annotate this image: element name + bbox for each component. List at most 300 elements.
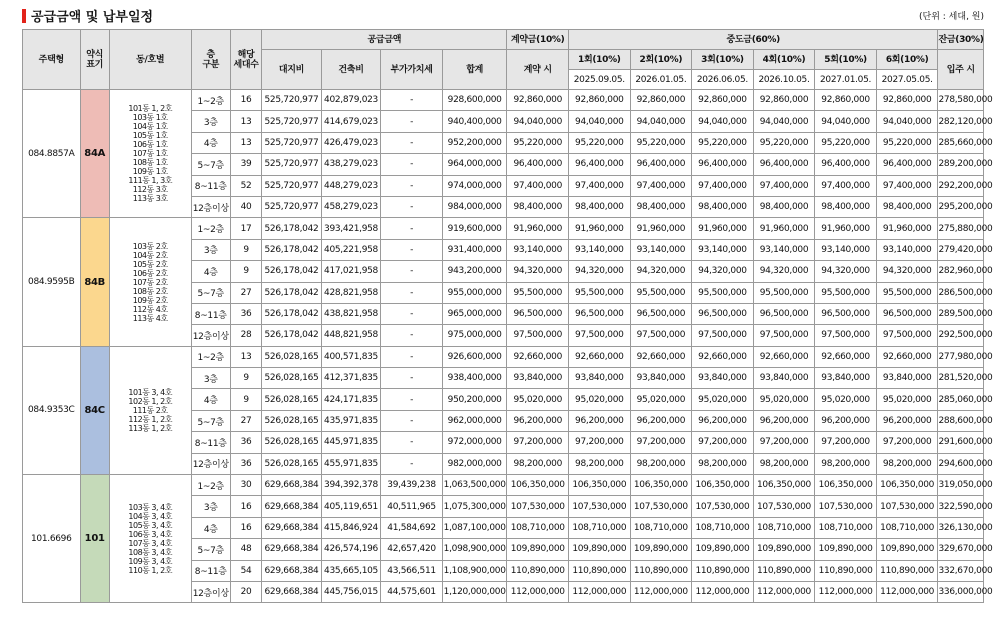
total-cell: 928,600,000 — [442, 90, 507, 111]
dong-line: 108동 3, 4호 — [128, 547, 172, 557]
installment-cell-5: 109,890,000 — [815, 539, 877, 560]
contract-cell: 96,200,000 — [507, 410, 569, 431]
dong-line: 105동 2호 — [132, 259, 168, 269]
land-cost-cell: 526,178,042 — [262, 325, 322, 346]
page-title — [22, 6, 153, 25]
dong-line: 107동 1호 — [132, 149, 168, 159]
floor-cell: 12층이상 — [191, 325, 230, 346]
header-installment-2: 2회(10%) — [630, 50, 692, 70]
installment-cell-3: 96,400,000 — [692, 154, 754, 175]
contract-cell: 91,960,000 — [507, 218, 569, 239]
header-contract: 계약금(10%) — [507, 30, 569, 50]
floor-cell: 3층 — [191, 239, 230, 260]
units-cell: 9 — [230, 389, 261, 410]
installment-cell-6: 94,040,000 — [876, 111, 938, 132]
contract-cell: 109,890,000 — [507, 539, 569, 560]
header-units: 해당 세대수 — [230, 30, 261, 90]
land-cost-cell: 629,668,384 — [262, 581, 322, 602]
installment-cell-1: 109,890,000 — [569, 539, 631, 560]
units-cell: 30 — [230, 475, 261, 496]
contract-cell: 92,860,000 — [507, 90, 569, 111]
building-cost-cell: 435,971,835 — [321, 410, 381, 431]
dong-line: 109동 2호 — [132, 295, 168, 305]
vat-cell: - — [381, 410, 443, 431]
installment-cell-5: 95,020,000 — [815, 389, 877, 410]
house-type-cell: 101.6696 — [23, 475, 81, 603]
balance-cell: 289,500,000 — [938, 303, 984, 324]
installment-cell-1: 92,860,000 — [569, 90, 631, 111]
dong-line: 110동 1, 2호 — [128, 565, 172, 575]
vat-cell: - — [381, 389, 443, 410]
vat-cell: - — [381, 282, 443, 303]
units-cell: 36 — [230, 303, 261, 324]
total-cell: 965,000,000 — [442, 303, 507, 324]
dong-line: 106동 1호 — [132, 140, 168, 150]
installment-cell-3: 106,350,000 — [692, 475, 754, 496]
balance-cell: 279,420,000 — [938, 239, 984, 260]
balance-cell: 336,000,000 — [938, 581, 984, 602]
total-cell: 964,000,000 — [442, 154, 507, 175]
installment-cell-4: 94,040,000 — [753, 111, 815, 132]
balance-cell: 289,200,000 — [938, 154, 984, 175]
dong-list-cell — [109, 346, 191, 474]
installment-cell-3: 93,840,000 — [692, 368, 754, 389]
installment-cell-1: 95,500,000 — [569, 282, 631, 303]
floor-cell: 1~2층 — [191, 218, 230, 239]
installment-cell-6: 97,200,000 — [876, 432, 938, 453]
contract-cell: 96,400,000 — [507, 154, 569, 175]
installment-cell-2: 95,020,000 — [630, 389, 692, 410]
floor-cell: 12층이상 — [191, 453, 230, 474]
header-installment-3: 3회(10%) — [692, 50, 754, 70]
installment-cell-1: 94,320,000 — [569, 261, 631, 282]
dong-line: 104동 3, 4호 — [128, 511, 172, 521]
dong-line: 107동 2호 — [132, 277, 168, 287]
total-cell: 1,063,500,000 — [442, 475, 507, 496]
installment-cell-6: 94,320,000 — [876, 261, 938, 282]
building-cost-cell: 448,821,958 — [321, 325, 381, 346]
header-contract-sub: 계약 시 — [507, 50, 569, 90]
installment-cell-5: 98,200,000 — [815, 453, 877, 474]
header-land: 대지비 — [262, 50, 322, 90]
contract-cell: 108,710,000 — [507, 517, 569, 538]
installment-cell-1: 95,020,000 — [569, 389, 631, 410]
balance-cell: 332,670,000 — [938, 560, 984, 581]
floor-cell: 5~7층 — [191, 154, 230, 175]
building-cost-cell: 400,571,835 — [321, 346, 381, 367]
balance-cell: 275,880,000 — [938, 218, 984, 239]
installment-cell-3: 108,710,000 — [692, 517, 754, 538]
floor-cell: 3층 — [191, 111, 230, 132]
floor-cell: 5~7층 — [191, 410, 230, 431]
header-installment-5: 5회(10%) — [815, 50, 877, 70]
installment-cell-4: 95,500,000 — [753, 282, 815, 303]
contract-cell: 93,140,000 — [507, 239, 569, 260]
total-cell: 982,000,000 — [442, 453, 507, 474]
installment-cell-5: 91,960,000 — [815, 218, 877, 239]
installment-cell-3: 92,860,000 — [692, 90, 754, 111]
installment-cell-2: 92,860,000 — [630, 90, 692, 111]
balance-cell: 291,600,000 — [938, 432, 984, 453]
total-cell: 1,087,100,000 — [442, 517, 507, 538]
dong-line: 112동 4호 — [132, 304, 168, 314]
vat-cell: - — [381, 111, 443, 132]
installment-cell-1: 91,960,000 — [569, 218, 631, 239]
installment-cell-2: 96,500,000 — [630, 303, 692, 324]
total-cell: 1,098,900,000 — [442, 539, 507, 560]
units-cell: 54 — [230, 560, 261, 581]
installment-cell-2: 96,200,000 — [630, 410, 692, 431]
installment-cell-1: 96,200,000 — [569, 410, 631, 431]
type-label-cell: 84C — [80, 346, 109, 474]
dong-line: 101동 1, 2호 — [128, 104, 172, 114]
units-cell: 27 — [230, 410, 261, 431]
installment-cell-6: 109,890,000 — [876, 539, 938, 560]
installment-cell-2: 97,200,000 — [630, 432, 692, 453]
total-cell: 962,000,000 — [442, 410, 507, 431]
land-cost-cell: 526,178,042 — [262, 282, 322, 303]
floor-cell: 8~11층 — [191, 175, 230, 196]
contract-cell: 92,660,000 — [507, 346, 569, 367]
installment-cell-4: 95,220,000 — [753, 132, 815, 153]
units-cell: 36 — [230, 432, 261, 453]
installment-cell-3: 94,320,000 — [692, 261, 754, 282]
balance-cell: 292,200,000 — [938, 175, 984, 196]
dong-list-cell — [109, 475, 191, 603]
installment-cell-3: 93,140,000 — [692, 239, 754, 260]
building-cost-cell: 412,371,835 — [321, 368, 381, 389]
type-label-cell: 101 — [80, 475, 109, 603]
floor-cell: 3층 — [191, 368, 230, 389]
installment-cell-5: 107,530,000 — [815, 496, 877, 517]
installment-cell-3: 110,890,000 — [692, 560, 754, 581]
contract-cell: 112,000,000 — [507, 581, 569, 602]
installment-cell-6: 92,860,000 — [876, 90, 938, 111]
dong-line: 109동 3, 4호 — [128, 556, 172, 566]
building-cost-cell: 394,392,378 — [321, 475, 381, 496]
units-cell: 16 — [230, 90, 261, 111]
table-row — [23, 218, 984, 239]
page-title-text: 공급금액 및 납부일정 — [31, 10, 154, 25]
total-cell: 984,000,000 — [442, 196, 507, 217]
dong-line: 109동 1호 — [132, 167, 168, 177]
total-cell: 938,400,000 — [442, 368, 507, 389]
installment-cell-1: 110,890,000 — [569, 560, 631, 581]
land-cost-cell: 526,178,042 — [262, 303, 322, 324]
installment-cell-5: 97,200,000 — [815, 432, 877, 453]
installment-cell-6: 95,220,000 — [876, 132, 938, 153]
installment-cell-5: 93,140,000 — [815, 239, 877, 260]
vat-cell: - — [381, 261, 443, 282]
total-cell: 974,000,000 — [442, 175, 507, 196]
installment-cell-3: 96,200,000 — [692, 410, 754, 431]
installment-cell-2: 94,320,000 — [630, 261, 692, 282]
floor-cell: 4층 — [191, 517, 230, 538]
building-cost-cell: 426,479,023 — [321, 132, 381, 153]
units-cell: 40 — [230, 196, 261, 217]
installment-cell-2: 112,000,000 — [630, 581, 692, 602]
dong-line: 105동 3, 4호 — [128, 520, 172, 530]
installment-cell-4: 97,200,000 — [753, 432, 815, 453]
building-cost-cell: 428,821,958 — [321, 282, 381, 303]
header-middle: 중도금(60%) — [569, 30, 938, 50]
balance-cell: 292,500,000 — [938, 325, 984, 346]
units-cell: 13 — [230, 132, 261, 153]
dong-line: 113동 4호 — [132, 313, 168, 323]
installment-cell-4: 97,500,000 — [753, 325, 815, 346]
installment-cell-5: 108,710,000 — [815, 517, 877, 538]
units-cell: 36 — [230, 453, 261, 474]
header-installment-date-4: 2026.10.05. — [753, 70, 815, 90]
units-cell: 52 — [230, 175, 261, 196]
dong-line: 104동 2호 — [132, 250, 168, 260]
building-cost-cell: 424,171,835 — [321, 389, 381, 410]
dong-line: 107동 3, 4호 — [128, 538, 172, 548]
installment-cell-6: 93,840,000 — [876, 368, 938, 389]
building-cost-cell: 405,221,958 — [321, 239, 381, 260]
installment-cell-4: 106,350,000 — [753, 475, 815, 496]
dong-line: 103동 3, 4호 — [128, 502, 172, 512]
installment-cell-5: 112,000,000 — [815, 581, 877, 602]
header-installment-4: 4회(10%) — [753, 50, 815, 70]
installment-cell-2: 94,040,000 — [630, 111, 692, 132]
unit-note: (단위 : 세대, 원) — [919, 12, 984, 22]
balance-cell: 286,500,000 — [938, 282, 984, 303]
installment-cell-1: 98,200,000 — [569, 453, 631, 474]
header-house-type: 주택형 — [23, 30, 81, 90]
building-cost-cell: 405,119,651 — [321, 496, 381, 517]
installment-cell-3: 112,000,000 — [692, 581, 754, 602]
floor-cell: 8~11층 — [191, 432, 230, 453]
installment-cell-4: 92,860,000 — [753, 90, 815, 111]
installment-cell-6: 106,350,000 — [876, 475, 938, 496]
contract-cell: 106,350,000 — [507, 475, 569, 496]
installment-cell-2: 106,350,000 — [630, 475, 692, 496]
header-installment-1: 1회(10%) — [569, 50, 631, 70]
installment-cell-4: 92,660,000 — [753, 346, 815, 367]
units-cell: 13 — [230, 111, 261, 132]
floor-cell: 12층이상 — [191, 581, 230, 602]
balance-cell: 281,520,000 — [938, 368, 984, 389]
contract-cell: 94,040,000 — [507, 111, 569, 132]
header-total: 합계 — [442, 50, 507, 90]
installment-cell-6: 92,660,000 — [876, 346, 938, 367]
house-type-cell: 084.9595B — [23, 218, 81, 346]
installment-cell-3: 91,960,000 — [692, 218, 754, 239]
installment-cell-6: 107,530,000 — [876, 496, 938, 517]
balance-cell: 322,590,000 — [938, 496, 984, 517]
header-installment-date-2: 2026.01.05. — [630, 70, 692, 90]
installment-cell-6: 96,500,000 — [876, 303, 938, 324]
installment-cell-6: 95,020,000 — [876, 389, 938, 410]
installment-cell-3: 107,530,000 — [692, 496, 754, 517]
floor-cell: 5~7층 — [191, 282, 230, 303]
building-cost-cell: 435,665,105 — [321, 560, 381, 581]
installment-cell-5: 98,400,000 — [815, 196, 877, 217]
installment-cell-6: 95,500,000 — [876, 282, 938, 303]
building-cost-cell: 455,971,835 — [321, 453, 381, 474]
installment-cell-6: 98,400,000 — [876, 196, 938, 217]
floor-cell: 1~2층 — [191, 475, 230, 496]
dong-line: 103동 1호 — [132, 113, 168, 123]
vat-cell: - — [381, 154, 443, 175]
dong-line: 111동 2호 — [132, 405, 168, 415]
units-cell: 27 — [230, 282, 261, 303]
installment-cell-5: 92,860,000 — [815, 90, 877, 111]
installment-cell-3: 97,200,000 — [692, 432, 754, 453]
table-row — [23, 475, 984, 496]
vat-cell: - — [381, 325, 443, 346]
land-cost-cell: 526,028,165 — [262, 389, 322, 410]
vat-cell: - — [381, 175, 443, 196]
installment-cell-5: 95,500,000 — [815, 282, 877, 303]
installment-cell-5: 94,320,000 — [815, 261, 877, 282]
contract-cell: 93,840,000 — [507, 368, 569, 389]
dong-line: 108동 2호 — [132, 286, 168, 296]
installment-cell-4: 93,140,000 — [753, 239, 815, 260]
installment-cell-6: 97,400,000 — [876, 175, 938, 196]
vat-cell: 43,566,511 — [381, 560, 443, 581]
installment-cell-4: 96,200,000 — [753, 410, 815, 431]
header-vat: 부가가치세 — [381, 50, 443, 90]
floor-cell: 8~11층 — [191, 560, 230, 581]
installment-cell-1: 106,350,000 — [569, 475, 631, 496]
floor-cell: 1~2층 — [191, 90, 230, 111]
vat-cell: - — [381, 303, 443, 324]
land-cost-cell: 526,178,042 — [262, 261, 322, 282]
land-cost-cell: 525,720,977 — [262, 132, 322, 153]
contract-cell: 97,500,000 — [507, 325, 569, 346]
header-label: 약식 표기 — [80, 30, 109, 90]
total-cell: 931,400,000 — [442, 239, 507, 260]
installment-cell-1: 95,220,000 — [569, 132, 631, 153]
contract-cell: 110,890,000 — [507, 560, 569, 581]
contract-cell: 98,200,000 — [507, 453, 569, 474]
vat-cell: - — [381, 368, 443, 389]
land-cost-cell: 525,720,977 — [262, 196, 322, 217]
dong-line: 111동 1, 3호 — [128, 176, 172, 186]
installment-cell-2: 93,140,000 — [630, 239, 692, 260]
total-cell: 972,000,000 — [442, 432, 507, 453]
units-cell: 9 — [230, 239, 261, 260]
land-cost-cell: 525,720,977 — [262, 175, 322, 196]
balance-cell: 285,060,000 — [938, 389, 984, 410]
table-row — [23, 346, 984, 367]
contract-cell: 95,020,000 — [507, 389, 569, 410]
installment-cell-3: 95,020,000 — [692, 389, 754, 410]
land-cost-cell: 629,668,384 — [262, 539, 322, 560]
total-cell: 919,600,000 — [442, 218, 507, 239]
installment-cell-1: 96,400,000 — [569, 154, 631, 175]
units-cell: 39 — [230, 154, 261, 175]
floor-cell: 4층 — [191, 132, 230, 153]
installment-cell-2: 108,710,000 — [630, 517, 692, 538]
installment-cell-1: 97,400,000 — [569, 175, 631, 196]
balance-cell: 294,600,000 — [938, 453, 984, 474]
installment-cell-4: 112,000,000 — [753, 581, 815, 602]
installment-cell-2: 110,890,000 — [630, 560, 692, 581]
installment-cell-4: 98,400,000 — [753, 196, 815, 217]
building-cost-cell: 438,821,958 — [321, 303, 381, 324]
floor-cell: 4층 — [191, 389, 230, 410]
balance-cell: 288,600,000 — [938, 410, 984, 431]
installment-cell-5: 110,890,000 — [815, 560, 877, 581]
dong-line: 106동 2호 — [132, 268, 168, 278]
contract-cell: 96,500,000 — [507, 303, 569, 324]
dong-line: 112동 3호 — [132, 185, 168, 195]
building-cost-cell: 445,971,835 — [321, 432, 381, 453]
installment-cell-3: 94,040,000 — [692, 111, 754, 132]
building-cost-cell: 414,679,023 — [321, 111, 381, 132]
total-cell: 952,200,000 — [442, 132, 507, 153]
installment-cell-2: 98,200,000 — [630, 453, 692, 474]
installment-cell-1: 93,840,000 — [569, 368, 631, 389]
building-cost-cell: 458,279,023 — [321, 196, 381, 217]
dong-list-cell — [109, 218, 191, 346]
header-dong: 동/호별 — [109, 30, 191, 90]
balance-cell: 282,960,000 — [938, 261, 984, 282]
building-cost-cell: 417,021,958 — [321, 261, 381, 282]
land-cost-cell: 629,668,384 — [262, 560, 322, 581]
land-cost-cell: 629,668,384 — [262, 475, 322, 496]
units-cell: 28 — [230, 325, 261, 346]
installment-cell-4: 109,890,000 — [753, 539, 815, 560]
dong-line: 113동 1, 2호 — [128, 423, 172, 433]
type-label-cell: 84B — [80, 218, 109, 346]
installment-cell-3: 95,220,000 — [692, 132, 754, 153]
floor-cell: 4층 — [191, 261, 230, 282]
installment-cell-5: 94,040,000 — [815, 111, 877, 132]
land-cost-cell: 525,720,977 — [262, 154, 322, 175]
contract-cell: 94,320,000 — [507, 261, 569, 282]
header — [0, 0, 1000, 26]
balance-cell: 277,980,000 — [938, 346, 984, 367]
installment-cell-1: 96,500,000 — [569, 303, 631, 324]
units-cell: 48 — [230, 539, 261, 560]
total-cell: 940,400,000 — [442, 111, 507, 132]
installment-cell-6: 110,890,000 — [876, 560, 938, 581]
total-cell: 1,075,300,000 — [442, 496, 507, 517]
header-building: 건축비 — [321, 50, 381, 90]
floor-cell: 1~2층 — [191, 346, 230, 367]
installment-cell-6: 93,140,000 — [876, 239, 938, 260]
contract-cell: 95,220,000 — [507, 132, 569, 153]
installment-cell-3: 98,400,000 — [692, 196, 754, 217]
installment-cell-2: 91,960,000 — [630, 218, 692, 239]
land-cost-cell: 629,668,384 — [262, 517, 322, 538]
land-cost-cell: 526,028,165 — [262, 410, 322, 431]
header-balance: 잔금(30%) — [938, 30, 984, 50]
units-cell: 17 — [230, 218, 261, 239]
installment-cell-1: 112,000,000 — [569, 581, 631, 602]
dong-line: 105동 1호 — [132, 131, 168, 141]
units-cell: 9 — [230, 261, 261, 282]
installment-cell-3: 92,660,000 — [692, 346, 754, 367]
building-cost-cell: 402,879,023 — [321, 90, 381, 111]
installment-cell-1: 97,500,000 — [569, 325, 631, 346]
installment-cell-1: 97,200,000 — [569, 432, 631, 453]
installment-cell-4: 98,200,000 — [753, 453, 815, 474]
land-cost-cell: 526,178,042 — [262, 239, 322, 260]
floor-cell: 3층 — [191, 496, 230, 517]
installment-cell-4: 96,400,000 — [753, 154, 815, 175]
building-cost-cell: 415,846,924 — [321, 517, 381, 538]
total-cell: 975,000,000 — [442, 325, 507, 346]
vat-cell: 42,657,420 — [381, 539, 443, 560]
land-cost-cell: 526,028,165 — [262, 453, 322, 474]
balance-cell: 295,200,000 — [938, 196, 984, 217]
installment-cell-5: 97,500,000 — [815, 325, 877, 346]
